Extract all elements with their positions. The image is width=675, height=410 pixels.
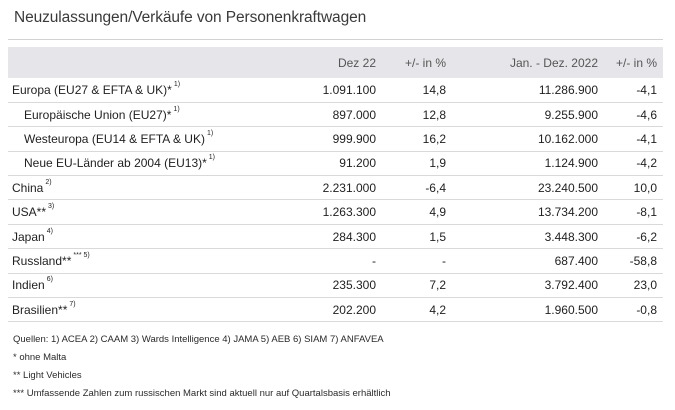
row-name: Europäische Union (EU27)* $^{1)}$	[8, 102, 280, 126]
table-row	[8, 249, 663, 273]
footnote-malta: * ohne Malta	[13, 352, 67, 363]
dec-change: 7,2	[382, 273, 452, 297]
dec-change: -	[382, 249, 452, 273]
dec-change: 4,9	[382, 200, 452, 224]
year-value: 13.734.200	[452, 200, 604, 224]
dec-change: 14,8	[382, 78, 452, 102]
header-region	[8, 47, 280, 78]
year-change: -4,1	[604, 127, 663, 151]
footnote-ref: 1)	[208, 154, 216, 162]
dec-change: 1,5	[382, 224, 452, 248]
year-value: 11.286.900	[452, 78, 604, 102]
year-value: 9.255.900	[452, 102, 604, 126]
header-dec-change: +/- in %	[404, 55, 446, 70]
dec-value: 235.300	[280, 273, 382, 297]
year-value: 1.960.500	[452, 298, 604, 322]
row-name: Brasilien** $^{7)}$	[8, 298, 280, 322]
dec-value: 2.231.000	[280, 176, 382, 200]
sales-table	[8, 47, 663, 322]
year-change: 23,0	[604, 273, 663, 297]
footnote-ref: *** 5)	[73, 251, 90, 259]
title-divider	[8, 39, 663, 40]
row-name: Neue EU-Länder ab 2004 (EU13)* $^{1)}$	[8, 151, 280, 175]
header-dec: Dez 22	[337, 55, 376, 70]
footnote-ref: 1)	[173, 80, 181, 88]
footnotes	[13, 331, 391, 403]
row-name: USA** $^{3)}$	[8, 200, 280, 224]
year-value: 23.240.500	[452, 176, 604, 200]
table-row	[8, 176, 663, 200]
year-change: -58,8	[604, 249, 663, 273]
year-change: 10,0	[604, 176, 663, 200]
dec-value: 1.091.100	[280, 78, 382, 102]
footnote-sources: Quellen: 1) ACEA 2) CAAM 3) Wards Intelligence 4) JAMA 5) AEB 6) SIAM 7) ANFAVEA	[13, 334, 384, 345]
year-change: -4,1	[604, 78, 663, 102]
dec-value: 999.900	[280, 127, 382, 151]
dec-change: 1,9	[382, 151, 452, 175]
header-year: Jan. - Dez. 2022	[509, 55, 598, 70]
footnote-russia: *** Umfassende Zahlen zum russischen Markt sind aktuell nur auf Quartalsbasis erhältlich	[13, 388, 391, 399]
page-title: Neuzulassungen/Verkäufe von Personenkraftwagen	[14, 9, 367, 26]
year-change: -8,1	[604, 200, 663, 224]
row-name: China $^{2)}$	[8, 176, 280, 200]
dec-value: 1.263.300	[280, 200, 382, 224]
dec-value: 202.200	[280, 298, 382, 322]
table-row	[8, 273, 663, 297]
table-row	[8, 224, 663, 248]
row-name: Westeuropa (EU14 & EFTA & UK) $^{1)}$	[8, 127, 280, 151]
table-row	[8, 151, 663, 175]
dec-change: -6,4	[382, 176, 452, 200]
table-row	[8, 200, 663, 224]
footnote-light-vehicles: ** Light Vehicles	[13, 370, 82, 381]
year-value: 3.792.400	[452, 273, 604, 297]
dec-value: 91.200	[280, 151, 382, 175]
footnote-ref: 3)	[48, 203, 55, 211]
table-row	[8, 127, 663, 151]
footnote-ref: 6)	[46, 276, 53, 284]
year-change: -0,8	[604, 298, 663, 322]
dec-change: 12,8	[382, 102, 452, 126]
row-name: Japan $^{4)}$	[8, 224, 280, 248]
dec-value: -	[280, 249, 382, 273]
row-name: Europa (EU27 & EFTA & UK)* $^{1)}$	[8, 78, 280, 102]
table-row	[8, 298, 663, 322]
year-value: 10.162.000	[452, 127, 604, 151]
dec-value: 897.000	[280, 102, 382, 126]
footnote-ref: 4)	[46, 227, 53, 235]
row-name: Indien $^{6)}$	[8, 273, 280, 297]
dec-change: 16,2	[382, 127, 452, 151]
table-row	[8, 78, 663, 102]
table-header-row	[8, 47, 663, 78]
year-change: -6,2	[604, 224, 663, 248]
dec-change: 4,2	[382, 298, 452, 322]
year-change: -4,2	[604, 151, 663, 175]
year-value: 687.400	[452, 249, 604, 273]
footnote-ref: 2)	[45, 178, 52, 186]
footnote-ref: 7)	[69, 300, 76, 308]
row-name: Russland** $^{*** 5)}$	[8, 249, 280, 273]
year-value: 1.124.900	[452, 151, 604, 175]
header-year-change: +/- in %	[615, 55, 657, 70]
footnote-ref: 1)	[173, 105, 180, 113]
year-value: 3.448.300	[452, 224, 604, 248]
year-change: -4,6	[604, 102, 663, 126]
table-row	[8, 102, 663, 126]
footnote-ref: 1)	[206, 129, 214, 137]
dec-value: 284.300	[280, 224, 382, 248]
